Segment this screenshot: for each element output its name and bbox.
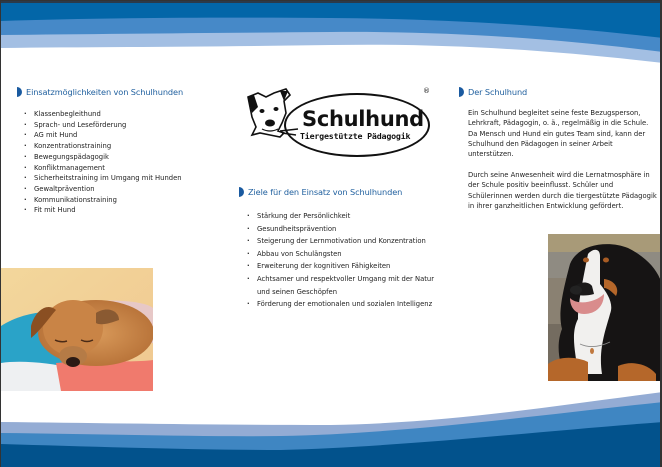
list-item: · Achtsamer und respektvoller Umgang mit der Natur und seinen Geschöpfen <box>246 273 446 298</box>
dog-head-icon <box>244 87 300 143</box>
list-item: · Fit mit Hund <box>23 205 228 216</box>
list-item: · Erweiterung der kognitiven Fähigkeiten <box>246 260 446 273</box>
list-item: · Sprach- und Leseförderung <box>23 120 228 131</box>
heading-text: Einsatzmöglichkeiten von Schulhunden <box>26 87 184 97</box>
list-item: · Sicherheitstraining im Umgang mit Hunden <box>23 173 228 184</box>
heading-ziele <box>239 187 402 197</box>
list-item: · Konzentrationstraining <box>23 141 228 152</box>
logo-title: Schulhund <box>302 107 424 131</box>
heading-text: Der Schulhund <box>468 87 528 97</box>
effect-paragraph: Durch seine Anwesenheit wird die Lernatmosphäre in der Schule positiv beeinflusst. Schüler und Schülerinnen werden durch die tiergestützte Pädagogik in ihrer ganzheitlichen Entwicklung gefördert. <box>468 171 657 210</box>
list-item: · Klassenbegleithund <box>23 109 228 120</box>
heading-marker-icon <box>239 187 244 197</box>
heading-marker-icon <box>459 87 464 97</box>
heading-einsatzmoeglichkeiten <box>17 87 183 97</box>
list-item: · AG mit Hund <box>23 130 228 141</box>
top-wave-decoration <box>1 1 662 81</box>
ziele-list <box>246 210 446 311</box>
intro-paragraph: Ein Schulhund begleitet seine feste Bezugsperson, Lehrkraft, Pädagogin, o. ä., regelmäßig in die Schule. Da Mensch und Hund ein gutes Team sind, kann der Schulhund den Pädagogen in seiner Arbeit unterstützen. <box>468 109 649 159</box>
heading-marker-icon <box>17 87 22 97</box>
sleeping-dog-photo <box>1 268 153 391</box>
list-item: · Bewegungspädagogik <box>23 152 228 163</box>
bottom-wave-decoration <box>1 387 662 467</box>
heading-der-schulhund <box>459 87 527 97</box>
einsatz-list <box>23 109 228 216</box>
schulhund-logo <box>244 87 434 161</box>
heading-text: Ziele für den Einsatz von Schulhunden <box>248 187 403 197</box>
list-item: · Steigerung der Lernmotivation und Konzentration <box>246 235 446 248</box>
list-item: · Gesundheitsprävention <box>246 223 446 236</box>
registered-mark: ® <box>423 87 430 95</box>
list-item: · Konfliktmanagement <box>23 163 228 174</box>
list-item: · Abbau von Schulängsten <box>246 248 446 261</box>
list-item: · Förderung der emotionalen und sozialen Intelligenz <box>246 298 446 311</box>
logo-subtitle: Tiergestützte Pädagogik <box>300 131 411 141</box>
list-item: · Gewaltprävention <box>23 184 228 195</box>
list-item: · Stärkung der Persönlichkeit <box>246 210 446 223</box>
bernese-mountain-dog-photo <box>548 234 662 381</box>
list-item: · Kommunikationstraining <box>23 195 228 206</box>
